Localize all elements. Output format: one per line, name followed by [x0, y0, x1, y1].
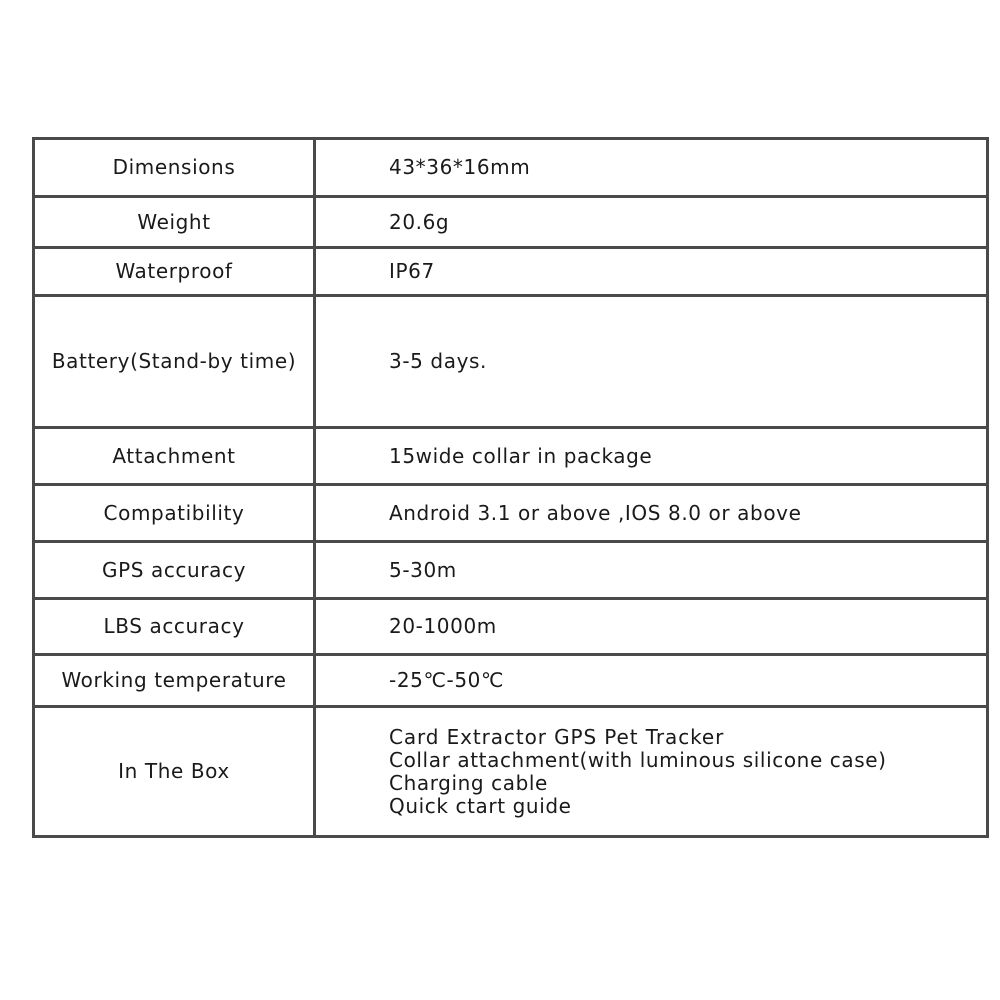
table-row [34, 485, 988, 542]
spec-table [32, 137, 989, 838]
spec-label-weight: Weight [34, 197, 315, 248]
spec-label-working-temperature: Working temperature [34, 655, 315, 707]
table-row [34, 599, 988, 655]
spec-value-compatibility: Android 3.1 or above ,IOS 8.0 or above [315, 485, 988, 542]
spec-value-dimensions: 43*36*16mm [315, 139, 988, 197]
spec-value-waterproof: IP67 [315, 248, 988, 296]
box-item: Collar attachment(with luminous silicone case) [389, 747, 887, 772]
spec-value-gps-accuracy: 5-30m [315, 542, 988, 599]
spec-label-lbs-accuracy: LBS accuracy [34, 599, 315, 655]
table-row [34, 197, 988, 248]
spec-label-battery: Battery(Stand-by time) [34, 296, 315, 428]
table-row [34, 139, 988, 197]
spec-label-dimensions: Dimensions [34, 139, 315, 197]
spec-label-waterproof: Waterproof [34, 248, 315, 296]
spec-value-in-the-box [315, 707, 988, 837]
spec-label-attachment: Attachment [34, 428, 315, 485]
spec-value-attachment: 15wide collar in package [315, 428, 988, 485]
spec-label-in-the-box: In The Box [34, 707, 315, 837]
box-item: Card Extractor GPS Pet Tracker [389, 724, 725, 749]
table-row [34, 248, 988, 296]
spec-label-gps-accuracy: GPS accuracy [34, 542, 315, 599]
table-row [34, 296, 988, 428]
spec-value-lbs-accuracy: 20-1000m [315, 599, 988, 655]
table-row [34, 655, 988, 707]
spec-value-battery: 3-5 days. [315, 296, 988, 428]
box-item: Charging cable [389, 770, 548, 795]
table-row [34, 542, 988, 599]
spec-label-compatibility: Compatibility [34, 485, 315, 542]
spec-value-weight: 20.6g [315, 197, 988, 248]
spec-value-working-temperature: -25℃-50℃ [315, 655, 988, 707]
table-row [34, 707, 988, 837]
box-item: Quick ctart guide [389, 793, 572, 818]
table-row [34, 428, 988, 485]
